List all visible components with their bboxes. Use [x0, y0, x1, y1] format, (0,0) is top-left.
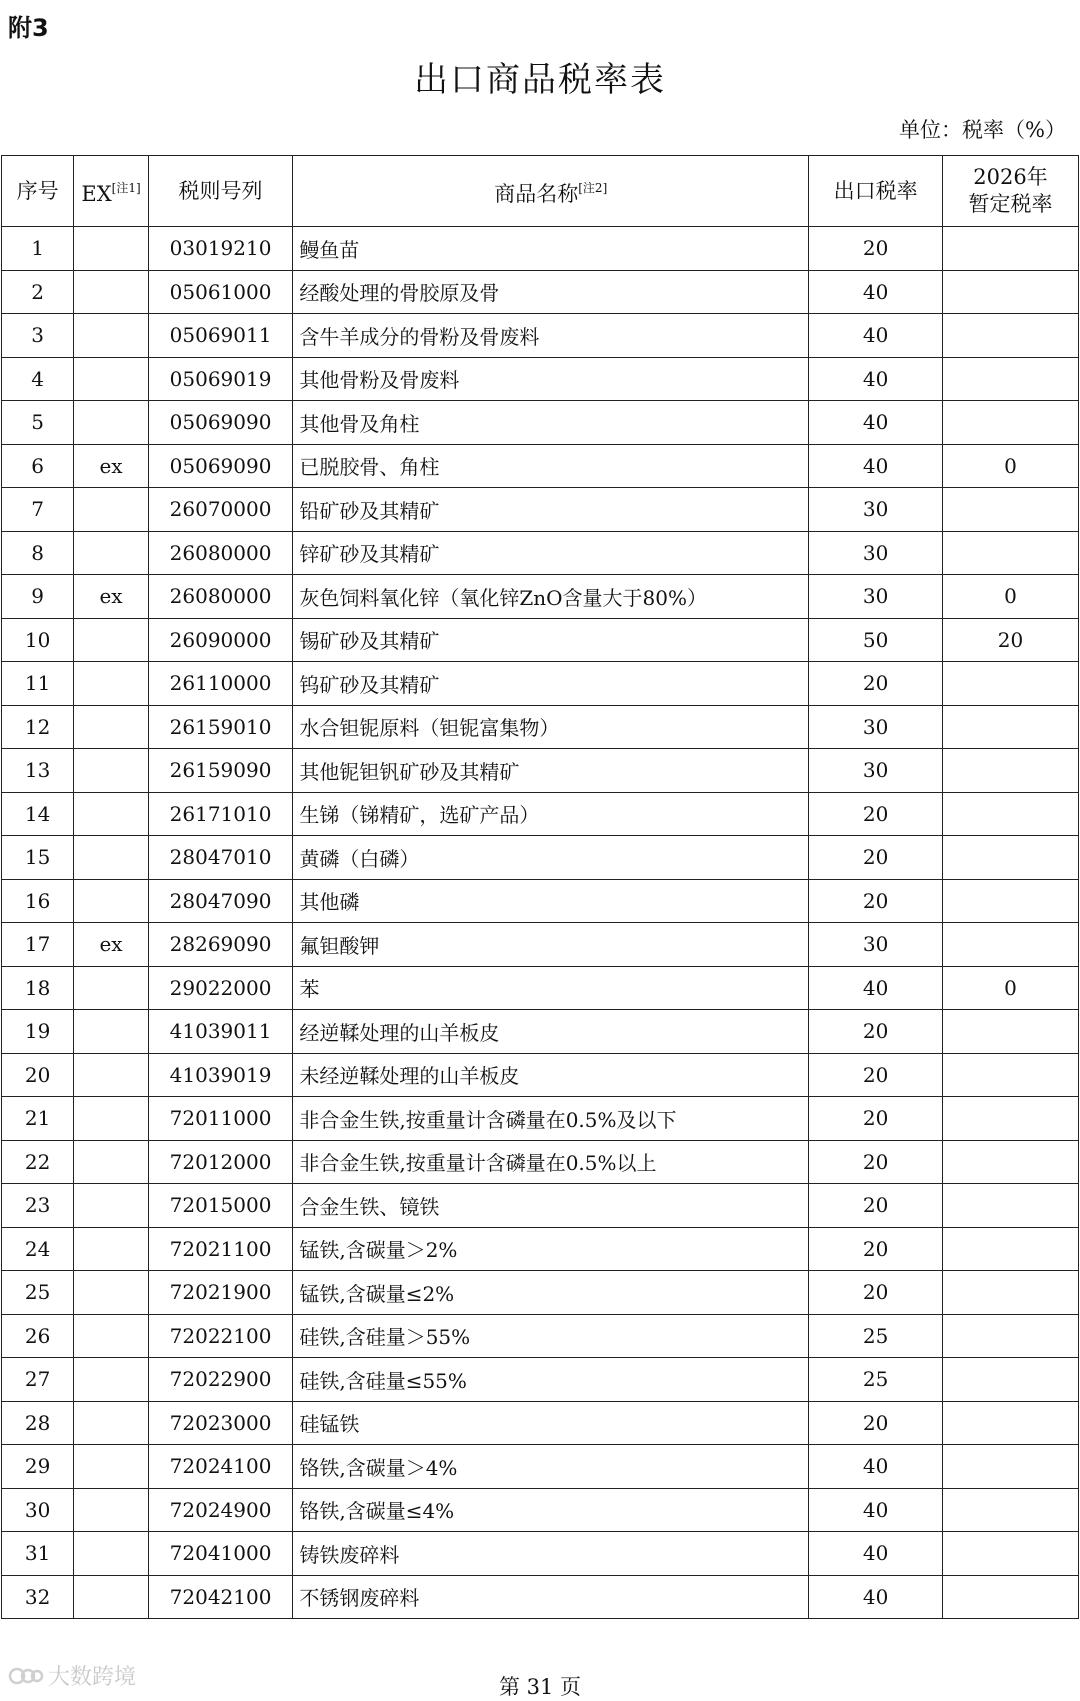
- cell-name: 硅锰铁: [293, 1401, 809, 1445]
- cell-name: 灰色饲料氧化锌（氧化锌ZnO含量大于80%）: [293, 575, 809, 619]
- table-row: [2, 879, 1079, 923]
- cell-code: 26110000: [148, 662, 293, 706]
- cell-seq: 8: [2, 531, 74, 575]
- cell-ex: [74, 357, 148, 401]
- cell-rate: 40: [809, 314, 943, 358]
- cell-seq: 14: [2, 792, 74, 836]
- table-header-row: [2, 156, 1079, 227]
- cell-code: 26159090: [148, 749, 293, 793]
- header-ex-label: EX: [81, 181, 112, 206]
- cell-provisional: [942, 1314, 1078, 1358]
- cell-ex: [74, 836, 148, 880]
- cell-ex: [74, 1097, 148, 1141]
- cell-rate: 20: [809, 1271, 943, 1315]
- cell-name: 氟钽酸钾: [293, 923, 809, 967]
- cell-name: 钨矿砂及其精矿: [293, 662, 809, 706]
- watermark-text: 大数跨境: [48, 1665, 137, 1690]
- cell-seq: 2: [2, 270, 74, 314]
- cell-ex: [74, 270, 148, 314]
- cell-provisional: [942, 1097, 1078, 1141]
- tax-rate-table: [1, 155, 1079, 1619]
- cell-code: 72022100: [148, 1314, 293, 1358]
- cell-name: 硅铁,含硅量＞55%: [293, 1314, 809, 1358]
- table-row: [2, 1010, 1079, 1054]
- cell-name: 不锈钢废碎料: [293, 1575, 809, 1619]
- cell-seq: 12: [2, 705, 74, 749]
- cell-code: 05069019: [148, 357, 293, 401]
- cell-rate: 20: [809, 1140, 943, 1184]
- table-row: [2, 444, 1079, 488]
- header-name: [293, 156, 809, 227]
- cell-name: 水合钽铌原料（钽铌富集物）: [293, 705, 809, 749]
- cell-seq: 24: [2, 1227, 74, 1271]
- cell-code: 05061000: [148, 270, 293, 314]
- cell-seq: 1: [2, 227, 74, 271]
- cell-ex: [74, 792, 148, 836]
- cell-rate: 20: [809, 227, 943, 271]
- cell-provisional: [942, 792, 1078, 836]
- cell-ex: [74, 1401, 148, 1445]
- cell-seq: 28: [2, 1401, 74, 1445]
- table-row: [2, 314, 1079, 358]
- cell-rate: 40: [809, 1488, 943, 1532]
- page-title: 出口商品税率表: [414, 60, 666, 100]
- table-row: [2, 923, 1079, 967]
- cell-code: 05069090: [148, 444, 293, 488]
- cell-rate: 20: [809, 1053, 943, 1097]
- table-row: [2, 227, 1079, 271]
- cell-rate: 20: [809, 1184, 943, 1228]
- table-row: [2, 270, 1079, 314]
- cell-name: 其他铌钽钒矿砂及其精矿: [293, 749, 809, 793]
- cell-rate: 20: [809, 1227, 943, 1271]
- cell-code: 05069090: [148, 401, 293, 445]
- table-row: [2, 1314, 1079, 1358]
- cell-rate: 20: [809, 792, 943, 836]
- cell-code: 26171010: [148, 792, 293, 836]
- cell-rate: 30: [809, 923, 943, 967]
- cell-rate: 40: [809, 1532, 943, 1576]
- cell-ex: [74, 1575, 148, 1619]
- header-provisional: [942, 156, 1078, 227]
- cell-seq: 27: [2, 1358, 74, 1402]
- cell-code: 28047090: [148, 879, 293, 923]
- cell-ex: ex: [74, 923, 148, 967]
- cell-provisional: [942, 270, 1078, 314]
- cell-seq: 20: [2, 1053, 74, 1097]
- cell-seq: 11: [2, 662, 74, 706]
- cell-ex: [74, 1532, 148, 1576]
- cell-code: 28269090: [148, 923, 293, 967]
- cell-ex: [74, 401, 148, 445]
- cell-rate: 25: [809, 1358, 943, 1402]
- cell-code: 41039019: [148, 1053, 293, 1097]
- cell-ex: [74, 1184, 148, 1228]
- table-row: [2, 488, 1079, 532]
- header-code: 税则号列: [148, 156, 293, 227]
- cell-name: 铬铁,含碳量＞4%: [293, 1445, 809, 1489]
- cell-provisional: [942, 1053, 1078, 1097]
- table-row: [2, 1401, 1079, 1445]
- cell-code: 72021900: [148, 1271, 293, 1315]
- table-row: [2, 531, 1079, 575]
- cell-name: 其他骨及角柱: [293, 401, 809, 445]
- cell-seq: 5: [2, 401, 74, 445]
- cell-rate: 30: [809, 488, 943, 532]
- cell-seq: 7: [2, 488, 74, 532]
- cell-provisional: [942, 1271, 1078, 1315]
- cell-code: 03019210: [148, 227, 293, 271]
- cell-rate: 40: [809, 401, 943, 445]
- cell-code: 26080000: [148, 575, 293, 619]
- table-row: [2, 749, 1079, 793]
- cell-ex: [74, 1358, 148, 1402]
- cell-seq: 17: [2, 923, 74, 967]
- cell-seq: 3: [2, 314, 74, 358]
- cell-ex: [74, 531, 148, 575]
- cell-rate: 40: [809, 270, 943, 314]
- cell-provisional: 0: [942, 444, 1078, 488]
- cell-provisional: 0: [942, 575, 1078, 619]
- cell-provisional: [942, 401, 1078, 445]
- cell-ex: [74, 1488, 148, 1532]
- cell-rate: 40: [809, 357, 943, 401]
- cell-rate: 20: [809, 1010, 943, 1054]
- cell-name: 未经逆鞣处理的山羊板皮: [293, 1053, 809, 1097]
- table-row: [2, 1227, 1079, 1271]
- cell-code: 72042100: [148, 1575, 293, 1619]
- cell-code: 72015000: [148, 1184, 293, 1228]
- cell-provisional: [942, 227, 1078, 271]
- cell-rate: 40: [809, 1445, 943, 1489]
- cell-provisional: [942, 662, 1078, 706]
- cell-seq: 21: [2, 1097, 74, 1141]
- cell-code: 26090000: [148, 618, 293, 662]
- appendix-label: 附3: [8, 14, 49, 42]
- cell-name: 其他磷: [293, 879, 809, 923]
- cell-ex: [74, 1445, 148, 1489]
- cell-rate: 30: [809, 705, 943, 749]
- cell-ex: [74, 1271, 148, 1315]
- cell-provisional: [942, 1227, 1078, 1271]
- cell-code: 26080000: [148, 531, 293, 575]
- cell-code: 29022000: [148, 966, 293, 1010]
- cell-name: 已脱胶骨、角柱: [293, 444, 809, 488]
- cell-provisional: 20: [942, 618, 1078, 662]
- table-row: [2, 618, 1079, 662]
- cell-name: 非合金生铁,按重量计含磷量在0.5%以上: [293, 1140, 809, 1184]
- cell-rate: 40: [809, 1575, 943, 1619]
- cell-code: 05069011: [148, 314, 293, 358]
- header-name-label: 商品名称: [494, 181, 579, 206]
- cell-seq: 32: [2, 1575, 74, 1619]
- table-row: [2, 966, 1079, 1010]
- cell-rate: 25: [809, 1314, 943, 1358]
- cell-ex: [74, 705, 148, 749]
- cell-provisional: 0: [942, 966, 1078, 1010]
- cell-provisional: [942, 1010, 1078, 1054]
- cell-code: 28047010: [148, 836, 293, 880]
- cell-seq: 23: [2, 1184, 74, 1228]
- cell-name: 锡矿砂及其精矿: [293, 618, 809, 662]
- cell-name: 苯: [293, 966, 809, 1010]
- cell-seq: 9: [2, 575, 74, 619]
- cell-provisional: [942, 1358, 1078, 1402]
- cell-rate: 40: [809, 966, 943, 1010]
- header-ex: [74, 156, 148, 227]
- table-row: [2, 357, 1079, 401]
- cell-ex: [74, 1053, 148, 1097]
- cell-seq: 4: [2, 357, 74, 401]
- cell-provisional: [942, 1140, 1078, 1184]
- cell-code: 72012000: [148, 1140, 293, 1184]
- header-seq: 序号: [2, 156, 74, 227]
- cell-rate: 20: [809, 1097, 943, 1141]
- cell-name: 含牛羊成分的骨粉及骨废料: [293, 314, 809, 358]
- table-row: [2, 1445, 1079, 1489]
- page-number: 第 31 页: [498, 1675, 582, 1699]
- table-row: [2, 1532, 1079, 1576]
- cell-ex: [74, 749, 148, 793]
- cell-ex: [74, 314, 148, 358]
- cell-ex: [74, 1314, 148, 1358]
- cell-code: 72022900: [148, 1358, 293, 1402]
- cell-ex: ex: [74, 575, 148, 619]
- cell-seq: 22: [2, 1140, 74, 1184]
- cell-seq: 6: [2, 444, 74, 488]
- cell-provisional: [942, 705, 1078, 749]
- cell-provisional: [942, 531, 1078, 575]
- cell-code: 26159010: [148, 705, 293, 749]
- header-name-note: [注2]: [578, 180, 608, 195]
- cell-provisional: [942, 923, 1078, 967]
- cell-seq: 10: [2, 618, 74, 662]
- cell-ex: [74, 1227, 148, 1271]
- table-row: [2, 1488, 1079, 1532]
- cell-rate: 50: [809, 618, 943, 662]
- cell-provisional: [942, 836, 1078, 880]
- cell-code: 72024100: [148, 1445, 293, 1489]
- cell-ex: [74, 1140, 148, 1184]
- cell-ex: ex: [74, 444, 148, 488]
- cell-code: 72041000: [148, 1532, 293, 1576]
- table-row: [2, 836, 1079, 880]
- table-row: [2, 1271, 1079, 1315]
- cell-provisional: [942, 749, 1078, 793]
- cell-rate: 30: [809, 531, 943, 575]
- cell-seq: 16: [2, 879, 74, 923]
- cell-seq: 13: [2, 749, 74, 793]
- cell-name: 合金生铁、镜铁: [293, 1184, 809, 1228]
- cell-name: 铅矿砂及其精矿: [293, 488, 809, 532]
- table-row: [2, 705, 1079, 749]
- cell-rate: 30: [809, 575, 943, 619]
- cell-provisional: [942, 1488, 1078, 1532]
- cell-rate: 30: [809, 749, 943, 793]
- cell-provisional: [942, 1575, 1078, 1619]
- table-row: [2, 1140, 1079, 1184]
- cell-name: 铬铁,含碳量≤4%: [293, 1488, 809, 1532]
- table-row: [2, 1184, 1079, 1228]
- cell-seq: 30: [2, 1488, 74, 1532]
- cell-name: 经酸处理的骨胶原及骨: [293, 270, 809, 314]
- cell-ex: [74, 879, 148, 923]
- cell-name: 黄磷（白磷）: [293, 836, 809, 880]
- cell-name: 锌矿砂及其精矿: [293, 531, 809, 575]
- cell-name: 其他骨粉及骨废料: [293, 357, 809, 401]
- table-row: [2, 1358, 1079, 1402]
- cell-ex: [74, 662, 148, 706]
- cell-ex: [74, 488, 148, 532]
- cell-name: 生锑（锑精矿，选矿产品）: [293, 792, 809, 836]
- table-row: [2, 1097, 1079, 1141]
- cell-seq: 31: [2, 1532, 74, 1576]
- cell-code: 72024900: [148, 1488, 293, 1532]
- table-row: [2, 792, 1079, 836]
- cell-seq: 29: [2, 1445, 74, 1489]
- cell-seq: 18: [2, 966, 74, 1010]
- cell-code: 26070000: [148, 488, 293, 532]
- cell-provisional: [942, 1445, 1078, 1489]
- cell-code: 72021100: [148, 1227, 293, 1271]
- cell-name: 鳗鱼苗: [293, 227, 809, 271]
- cell-seq: 15: [2, 836, 74, 880]
- cell-rate: 20: [809, 879, 943, 923]
- cell-seq: 19: [2, 1010, 74, 1054]
- cell-provisional: [942, 1401, 1078, 1445]
- cell-ex: [74, 227, 148, 271]
- cell-name: 非合金生铁,按重量计含磷量在0.5%及以下: [293, 1097, 809, 1141]
- table-row: [2, 401, 1079, 445]
- header-rate: 出口税率: [809, 156, 943, 227]
- table-row: [2, 662, 1079, 706]
- cell-provisional: [942, 488, 1078, 532]
- cell-ex: [74, 1010, 148, 1054]
- cell-rate: 20: [809, 1401, 943, 1445]
- table-row: [2, 1575, 1079, 1619]
- cell-name: 锰铁,含碳量≤2%: [293, 1271, 809, 1315]
- cell-rate: 20: [809, 662, 943, 706]
- cell-provisional: [942, 314, 1078, 358]
- table-row: [2, 1053, 1079, 1097]
- cell-provisional: [942, 879, 1078, 923]
- cell-name: 锰铁,含碳量＞2%: [293, 1227, 809, 1271]
- header-provisional-line1: 2026年: [973, 165, 1048, 189]
- cell-ex: [74, 966, 148, 1010]
- table-row: [2, 575, 1079, 619]
- cell-seq: 25: [2, 1271, 74, 1315]
- cell-provisional: [942, 357, 1078, 401]
- header-provisional-line2: 暂定税率: [968, 192, 1053, 216]
- cell-provisional: [942, 1184, 1078, 1228]
- cell-name: 经逆鞣处理的山羊板皮: [293, 1010, 809, 1054]
- unit-label: 单位：税率（%）: [899, 118, 1066, 142]
- cell-name: 铸铁废碎料: [293, 1532, 809, 1576]
- cell-provisional: [942, 1532, 1078, 1576]
- cell-name: 硅铁,含硅量≤55%: [293, 1358, 809, 1402]
- cell-rate: 20: [809, 836, 943, 880]
- cell-rate: 40: [809, 444, 943, 488]
- cell-ex: [74, 618, 148, 662]
- cell-code: 72011000: [148, 1097, 293, 1141]
- cell-code: 41039011: [148, 1010, 293, 1054]
- cell-code: 72023000: [148, 1401, 293, 1445]
- header-ex-note: [注1]: [111, 180, 141, 195]
- cell-seq: 26: [2, 1314, 74, 1358]
